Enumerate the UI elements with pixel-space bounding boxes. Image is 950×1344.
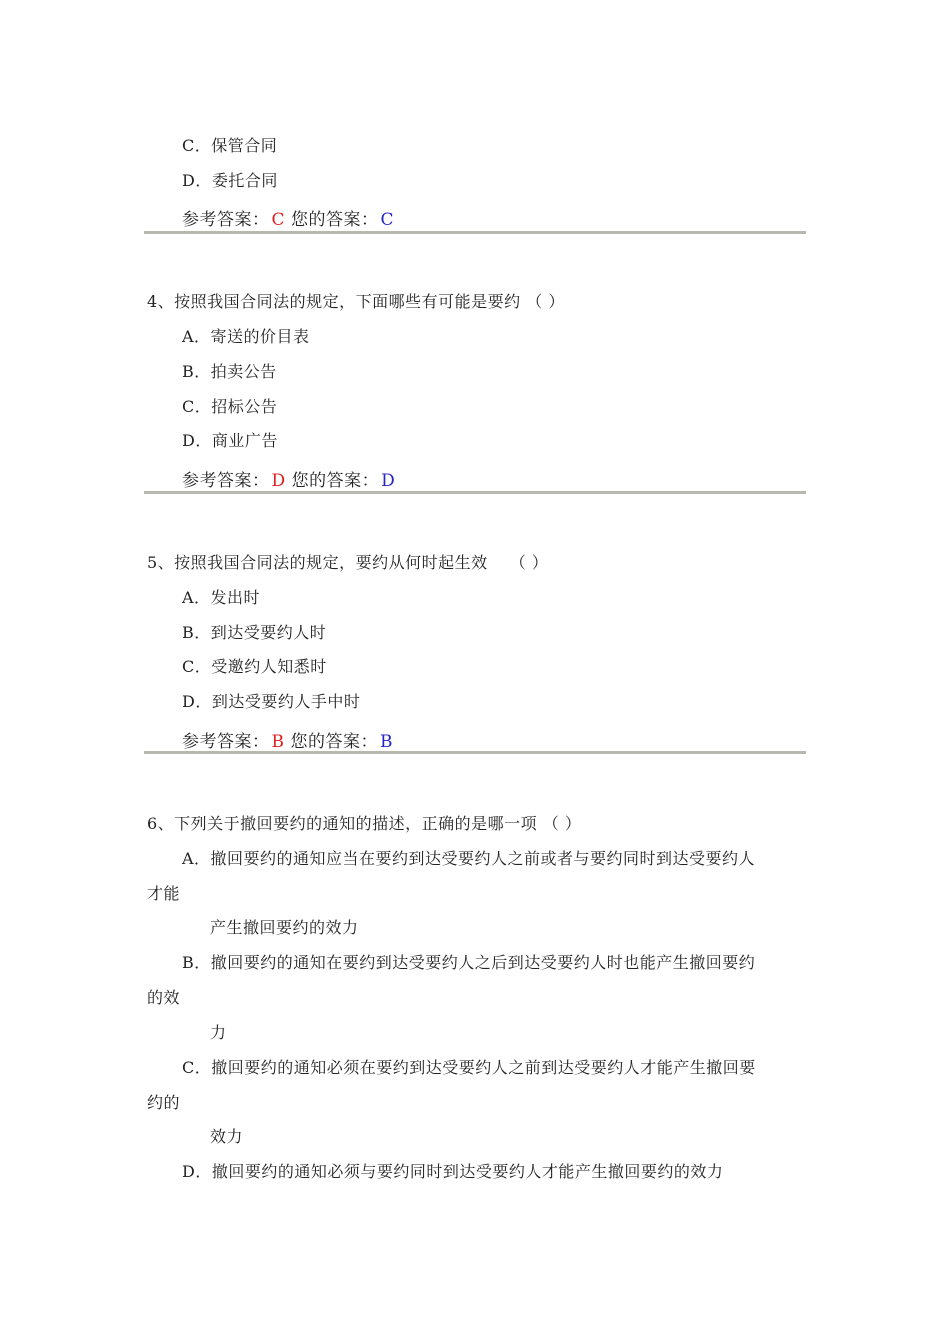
q6-option-a-line3: 产生撤回要约的效力 bbox=[210, 918, 359, 937]
reference-answer-value: C bbox=[271, 210, 286, 230]
your-answer-value: D bbox=[381, 471, 396, 491]
q5-question: 5、按照我国合同法的规定，要约从何时起生效 （ ） bbox=[147, 553, 549, 572]
q6-option-d-line1: D．撤回要约的通知必须与要约同时到达受要约人才能产生撤回要约的效力 bbox=[182, 1162, 724, 1181]
your-answer-label: 您的答案： bbox=[290, 732, 378, 752]
your-answer-label: 您的答案： bbox=[291, 210, 379, 230]
q4-question: 4、按照我国合同法的规定，下面哪些有可能是要约 （ ） bbox=[147, 292, 565, 311]
your-answer-label: 您的答案： bbox=[291, 471, 380, 491]
reference-answer-value: D bbox=[271, 471, 286, 491]
your-answer-value: C bbox=[380, 210, 395, 230]
q5-answer-row bbox=[182, 732, 393, 752]
q5-option-c: C．受邀约人知悉时 bbox=[182, 657, 327, 676]
q6-option-a-line1: A．撤回要约的通知应当在要约到达受要约人之前或者与要约同时到达受要约人 bbox=[182, 849, 756, 868]
q4-answer-row bbox=[182, 471, 395, 491]
your-answer-value: B bbox=[380, 732, 393, 752]
q6-option-b-line1: B．撤回要约的通知在要约到达受要约人之后到达受要约人时也能产生撤回要约 bbox=[182, 953, 756, 972]
q6-option-c-line1: C．撤回要约的通知必须在要约到达受要约人之前到达受要约人才能产生撤回要 bbox=[182, 1058, 756, 1077]
reference-answer-label: 参考答案： bbox=[182, 471, 270, 491]
q6-question: 6、下列关于撤回要约的通知的描述，正确的是哪一项 （ ） bbox=[147, 814, 582, 833]
q6-option-b-line2: 的效 bbox=[147, 988, 181, 1007]
q5-option-a: A．发出时 bbox=[182, 588, 261, 607]
reference-answer-value: B bbox=[271, 732, 285, 752]
q4-option-c: C．招标公告 bbox=[182, 397, 278, 416]
q3-option-c: C．保管合同 bbox=[182, 136, 278, 155]
q4-option-d: D．商业广告 bbox=[182, 431, 278, 450]
q6-option-b-line3: 力 bbox=[210, 1023, 227, 1042]
question-divider bbox=[144, 231, 806, 234]
q3-option-d: D．委托合同 bbox=[182, 171, 278, 190]
q5-option-b: B．到达受要约人时 bbox=[182, 623, 327, 642]
q3-answer-row bbox=[182, 210, 394, 230]
reference-answer-label: 参考答案： bbox=[182, 732, 270, 752]
q4-option-a: A．寄送的价目表 bbox=[182, 327, 310, 346]
question-divider bbox=[144, 751, 806, 754]
q5-option-d: D．到达受要约人手中时 bbox=[182, 692, 361, 711]
q6-option-c-line3: 效力 bbox=[210, 1127, 244, 1146]
q4-option-b: B．拍卖公告 bbox=[182, 362, 277, 381]
q6-option-a-line2: 才能 bbox=[147, 884, 181, 903]
q6-option-c-line2: 约的 bbox=[147, 1093, 181, 1112]
reference-answer-label: 参考答案： bbox=[182, 210, 270, 230]
question-divider bbox=[144, 491, 806, 494]
